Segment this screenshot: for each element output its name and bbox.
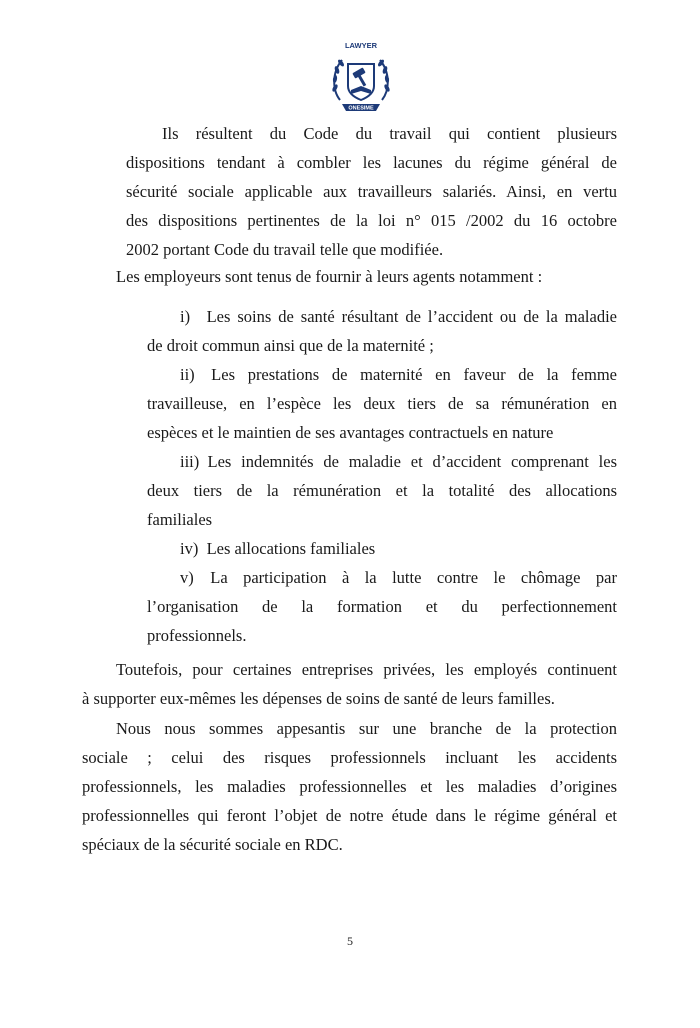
logo-emblem-icon — [326, 38, 396, 120]
logo-bottom-text: ONESIME — [348, 105, 374, 112]
list-item-i-line-1: i) Les soins de santé résultant de l’accident ou de la maladie — [180, 307, 617, 326]
paragraph-1-line-4: des dispositions pertinentes de la loi n° 015 /2002 du 16 octobre — [126, 211, 617, 230]
list-item-iv-line-1: iv) Les allocations familiales — [180, 539, 376, 558]
list-item-ii-line-3: espèces et le maintien de ses avantages contractuels en nature — [147, 423, 554, 442]
paragraph-2-line-2: à supporter eux-mêmes les dépenses de soins de santé de leurs familles. — [82, 689, 555, 708]
paragraph-3-line-5: spéciaux de la sécurité sociale en RDC. — [82, 835, 343, 854]
list-item-ii-line-2: travailleuse, en l’espèce les deux tiers de sa rémunération en — [147, 394, 617, 413]
paragraph-1-line-3: sécurité sociale applicable aux travailleurs salariés. Ainsi, en vertu — [126, 182, 617, 201]
paragraph-1-line-2: dispositions tendant à combler les lacunes du régime général de — [126, 153, 617, 172]
paragraph-1-line-1: Ils résultent du Code du travail qui contient plusieurs — [162, 124, 617, 143]
logo-top-text: LAWYER — [344, 41, 378, 50]
list-item-v-line-3: professionnels. — [147, 626, 247, 645]
paragraph-1-line-5: 2002 portant Code du travail telle que modifiée. — [126, 240, 444, 259]
page-number: 5 — [347, 934, 353, 948]
lawyer-logo — [326, 38, 396, 120]
list-item-iii-line-2: deux tiers de la rémunération et la totalité des allocations — [147, 481, 617, 500]
list-item-v-line-1: v) La participation à la lutte contre le chômage par — [180, 568, 617, 587]
paragraph-2-line-1: Toutefois, pour certaines entreprises privées, les employés continuent — [116, 660, 617, 679]
paragraph-3-line-3: professionnels, les maladies professionnelles et les maladies d’origines — [82, 777, 617, 796]
list-item-iii-line-1: iii) Les indemnités de maladie et d’accident comprenant les — [180, 452, 617, 471]
list-item-i-line-2: de droit commun ainsi que de la maternité ; — [147, 336, 434, 355]
paragraph-3-line-1: Nous nous sommes appesantis sur une branche de la protection — [116, 719, 617, 738]
paragraph-3-line-2: sociale ; celui des risques professionnels incluant les accidents — [82, 748, 617, 767]
paragraph-3-line-4: professionnelles qui feront l’objet de notre étude dans le régime général et — [82, 806, 617, 825]
list-item-ii-line-1: ii) Les prestations de maternité en faveur de la femme — [180, 365, 617, 384]
list-item-iii-line-3: familiales — [147, 510, 213, 529]
list-item-v-line-2: l’organisation de la formation et du perfectionnement — [147, 597, 617, 616]
intro-line: Les employeurs sont tenus de fournir à leurs agents notamment : — [116, 267, 543, 286]
